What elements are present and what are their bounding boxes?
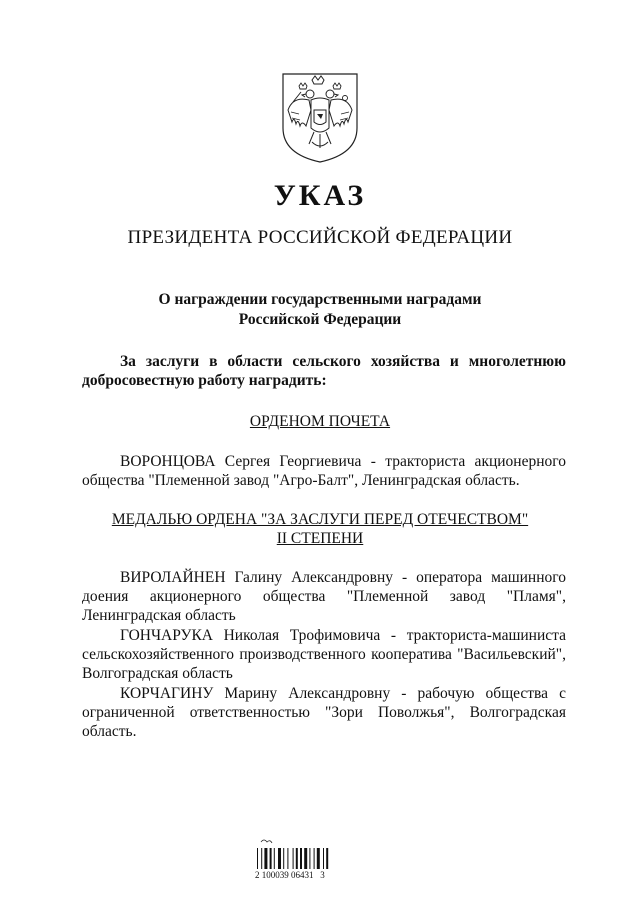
section-heading-medal — [0, 510, 640, 548]
barcode-bar — [278, 848, 281, 869]
barcode-block — [255, 836, 340, 882]
barcode-bar — [296, 848, 298, 869]
barcode-bar — [300, 848, 302, 869]
recipient-entry: ВОРОНЦОВА Сергея Георгиевича - тракториста акционерного общества "Племенной завод "Агро-Балт", Ленинградская область. — [82, 453, 566, 489]
barcode-bar — [274, 848, 275, 869]
award-intro: За заслуги в области сельского хозяйства и многолетнюю добросовестную работу наградить: — [82, 353, 566, 389]
barcode-bar — [317, 848, 320, 869]
section-heading-medal-line-1: МЕДАЛЬЮ ОРДЕНА "ЗА ЗАСЛУГИ ПЕРЕД ОТЕЧЕСТВОМ" — [111, 511, 529, 528]
topic-line-2: Российской Федерации — [238, 311, 402, 328]
barcode-bar — [293, 848, 294, 869]
barcode-number: 2 100039 06431 3 — [255, 870, 325, 880]
document-subtitle: ПРЕЗИДЕНТА РОССИЙСКОЙ ФЕДЕРАЦИИ — [127, 227, 513, 248]
recipient-entry: ГОНЧАРУКА Николая Трофимовича - тракториста-машиниста сельскохозяйственного производственного кооператива "Васильевский", Волгоградская область — [82, 627, 566, 682]
barcode-bar — [257, 848, 258, 869]
document-title: УКАЗ — [273, 179, 367, 212]
barcode-bar — [270, 848, 272, 869]
barcode-icon — [255, 836, 340, 870]
barcode-bar — [326, 848, 328, 869]
recipient-entry: ВИРОЛАЙНЕН Галину Александровну - оператора машинного доения акционерного общества "Племенной завод "Пламя", Ленинградская область — [82, 569, 566, 624]
barcode-bar — [287, 848, 288, 869]
section-heading-order-of-honour: ОРДЕНОМ ПОЧЕТА — [249, 413, 391, 430]
barcode-bar — [283, 848, 284, 869]
coat-of-arms-emblem — [279, 70, 361, 165]
barcode-bar — [304, 848, 307, 869]
topic-line-1: О награждении государственными наградами — [158, 291, 482, 308]
barcode-bar — [264, 848, 267, 869]
barcode-bar — [261, 848, 262, 869]
barcode-bar — [314, 848, 315, 869]
document-topic — [0, 290, 640, 330]
barcode-bar — [309, 848, 310, 869]
barcode-bar — [323, 848, 324, 869]
section-heading-medal-line-2: II СТЕПЕНИ — [276, 530, 364, 547]
recipient-entry: КОРЧАГИНУ Марину Александровну - рабочую общества с ограниченной ответственностью "Зори Поволжья", Волгоградская область. — [82, 685, 566, 740]
